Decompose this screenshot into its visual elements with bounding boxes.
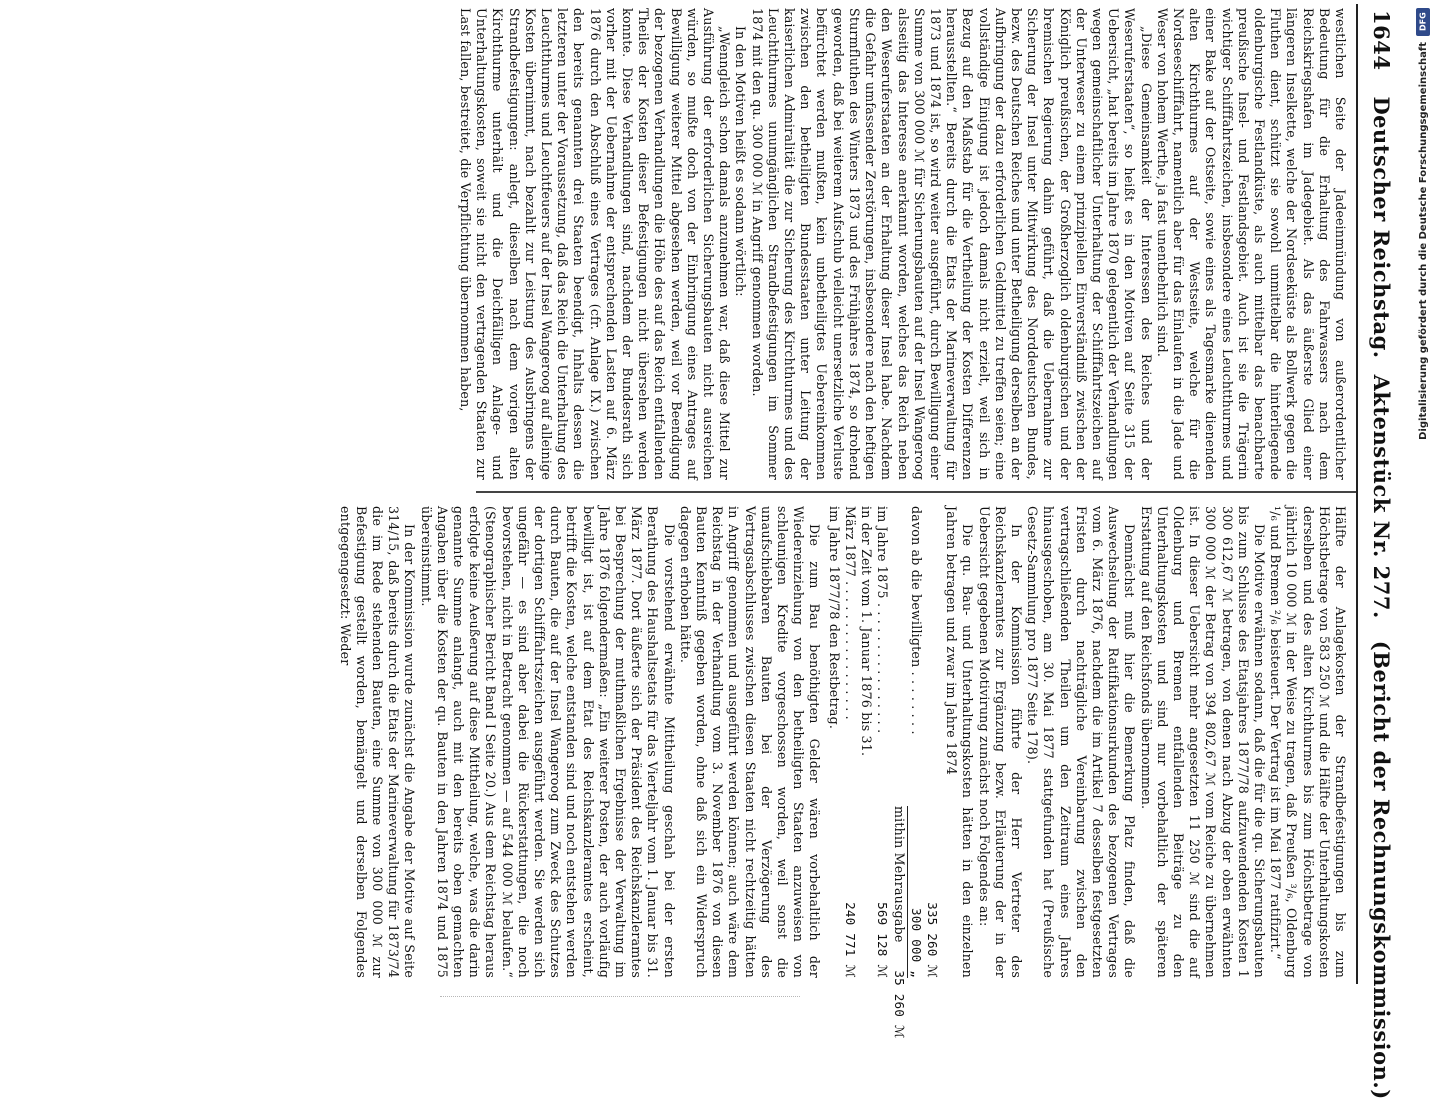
ledger-amount bbox=[858, 882, 874, 978]
paragraph: Die zum Bau benöthigten Gelder wären vorbehaltlich der Wiedereinziehung von den betheiligten Staaten anzuweisen von schleunigen Kredite vorgeschossen worden, weil sonst die unaufschiebbaren Bauten bei der Verzögerung des Vertragsabschlusses zwischen diesen Staaten nicht rechtzeitig hätten in Angriff genommen und ausgeführt werden können; auch wäre dem Reichstag in der Verhandlung vom 3. November 1876 von diesen Bauten Kenntniß gegeben worden, ohne daß sich ein Widerspruch dagegen erhoben hätte. bbox=[677, 506, 823, 978]
ledger-amount: 300 000 „ bbox=[908, 907, 924, 978]
cost-ledger bbox=[826, 506, 940, 1039]
ledger-amount bbox=[826, 882, 842, 978]
ledger-row bbox=[858, 506, 874, 978]
paragraph: Die Motive erwähnen sodann, daß die für die qu. Sicherungsbauten bis zum Schlusse des Etatsjahres 1877/78 aufzuwendenden Kosten 1 300 612,67 ℳ betragen, von denen nach Abzug der oben erwähnten 300 000 ℳ der Betrag von 394 802,67 ℳ vom Reiche zu übernehmen ist. In dieser Uebersicht mehr angesetzten 11 250 ℳ sind die auf Oldenburg und Bremen entfallenden Beiträge zu den Unterhaltungskosten und sind nur vorbehaltlich der späteren Erstattung auf den Reichsfonds übernommen. bbox=[1138, 506, 1267, 978]
paragraph: In der Kommission wurde zunächst die Angabe der Motive auf Seite 314/15, daß bereits durch die Etats der Marineverwaltung für 1873/74 die im Rede stehenden Bauten, eine Summe von 300 000 ℳ zur Befestigung gestellt worden, bemängelt und derselben Folgendes entgegengesetzt: Weder bbox=[337, 506, 418, 978]
paragraph: „Diese Gemeinsamkeit der Interessen des Reiches und der Weseruferstaaten“, so heißt es in den Motiven auf Seite 315 der Uebersicht, „hat bereits im Jahre 1870 gelegentlich der Verhandlungen wegen gemeinschaftlicher Unterhaltung der Schifffahrtszeichen auf der Unterweser zu einem prinzipiellen Einverständniß zwischen der Königlich preußischen, der Großherzoglich oldenburgischen und der bremischen Regierung dahin geführt, daß die Uebernahme zur Sicherung der Insel unter Mitwirkung des Norddeutschen Bundes, bezw. des Deutschen Reiches und unter Betheiligung derselben an der Aufbringung der dazu erforderlichen Geldmittel zu treffen seien; eine vollständige Einigung ist jedoch damals nicht erzielt, weil sich in Bezug auf den Maßstab für die Vertheilung der Kosten Differenzen herausstellten.“ Bereits durch die Etats der Marineverwaltung für 1873 und 1874 ist, so wird weiter ausgeführt, durch Bewilligung einer Summe von 300 000 ℳ für Sicherungsbauten auf der Insel Wangeroog alsseitig das Interesse anerkannt worden, welches das Reich neben den Weseruferstaaten an der Erhaltung dieser Insel habe. Nachdem die Gefahr umfassender Zerstörungen, insbesondere nach den heftigen Sturmfluthen des Winters 1873 und des Frühjahres 1874, so drohend geworden, daß bei weiterem Aufschub vielleicht unersetzliche Verluste befürchtet werden mußten, kein unbetheiligtes Uebereinkommen zwischen den betheiligten Bundesstaaten unter Leitung der kaiserlichen Admiralität die zur Sicherung des Kirchthurmes und des Leuchtthurmes unumgänglichen Strandbefestigungen im Sommer 1874 mit den qu. 300 000 ℳ in Angriff genommen worden. bbox=[749, 8, 1154, 480]
ledger-row bbox=[908, 506, 924, 978]
ledger-row bbox=[890, 806, 907, 1039]
funding-notice: Digitalisierung gefördert durch die Deutsche Forschungsgemeinschaft bbox=[1417, 42, 1429, 440]
header-rule bbox=[1356, 4, 1358, 984]
paragraph: „Wenngleich schon damals anzunehmen war, daß diese Mittel zur Ausführung der erforderlichen Sicherungsbauten nicht ausreichen würden, so mußte doch von der Einbringung eines Antrages auf Bewilligung weiterer Mittel abgesehen werden, weil vor Beendigung der bezogenen Verhandlungen die Höhe des auf das Reich entfallenden Theiles der Kosten dieser Befestigungen nicht übersehen werden konnte. Diese Verhandlungen sind, nachdem der Bundesrath sich vorher mit der Uebernahme der entsprechenden Lasten auf 6. März 1876 durch den Abschluß eines Vertrages (cfr. Anlage IX.) zwischen den bereits genannten drei Staaten beendigt, Inhalts dessen die letzteren unter der Voraussetzung, daß das Reich die Unterhaltung des Leuchtthurmes und Leuchtfeuers auf der Insel Wangeroog auf alleinige Kosten übernimmt, nach bezahlt zur Leistung des Ausbringens der Strandbefestigungen: anlegt, dieselben nach dem vorigen alten Kirchthurme unterhält und die Deichfälligen Anlage- und Unterhaltungskosten, soweit sie nicht den vertragenden Staaten zur Last fallen, bestreitet, die Verpflichtung übernommen haben, bbox=[458, 8, 733, 480]
paragraph: westlichen Seite der Jadeeinmündung von außerordentlicher Bedeutung für die Erhaltung des Fahrwassers nach dem Reichskriegshafen im Jadegebiet. Als das äußerste Glied einer längeren Inselkette, welche der Nordseeküste als Bollwerk gegen die Fluthen dient, schützt sie sowohl unmittelbar die hinterliegende oldenburgische Festlandküste, als auch mittelbar das benachbarte preußische Insel- und Festlandsgebiet. Auch ist sie die Trägerin wichtiger Schifffahrtszeichen, insbesondere eines Leuchtthurmes und einer Bake auf der Ostseite, sowie eines als Tagesmarke dienenden alten Kirchthurmes auf der Westseite, welche für die Nordseeschifffahrt, namentlich aber für das Einlaufen in die Jade und Weser von hohem Werthe, ja fast unentbehrlich sind. bbox=[1154, 8, 1348, 480]
paragraph: In den Motiven heißt es sodann wörtlich: bbox=[733, 26, 749, 297]
paragraph: Die vorstehend erwähnte Mittheilung geschah bei der ersten Berathung des Haushaltsetats für das Vierteljahr vom 1. Januar bis 31. März 1877. Dort äußerte sich der Präsident des Reichskanzleramtes bei Besprechung der muthmaßlichen Ergebnisse der Verwaltung im Jahre 1876 folgendermaßen: „Ein weiterer Posten, der auch vorläufig bewilligt ist, ist auf dem Etat des Reichskanzleramtes erscheint, betrifft die Kosten, welche entstanden sind und noch entstehen werden durch Bauten, die auf der Insel Wangeroog zum Zweck des Schutzes der dortigen Schifffahrtszeichen ausgeführt werden. Sie werden sich ungefähr — es sind aber dabei die Rückerstattungen, die noch bevorstehen, nicht in Betracht genommen — auf 544 000 ℳ belaufen.“ (Stenographischer Bericht Band I Seite 20.) Aus dem Reichstag heraus erfolgte keine Aeußerung auf diese Mittheilung, welche, was die darin genannte Summe anlangt, auch mit den bereits oben gemachten Angaben über die Kosten der qu. Bauten in den Jahren 1874 und 1875 übereinstimmt. bbox=[418, 506, 677, 978]
section-title: (Bericht der Rechnungskommission.) bbox=[1369, 640, 1394, 1100]
journal-title: Deutscher Reichstag. bbox=[1369, 96, 1394, 359]
column-divider bbox=[476, 491, 1356, 493]
ledger-row bbox=[874, 506, 890, 978]
paragraph: Hälfte der Anlagekosten der Strandbefestigungen bis zum Höchstbetrage von 583 250 ℳ und die Hälfte der Unterhaltungskosten derselben und des alten Kirchthurmes bis zum Höchstbetrage von jährlich 10 000 ℳ in der Weise zu tragen, daß Preußen ³/₆, Oldenburg ¹/₆ und Bremen ²/₆ beisteuert. Der Vertrag ist im Mai 1877 ratifizirt.“ bbox=[1268, 506, 1348, 978]
paragraph: Demnächst muß hier die Bemerkung Platz finden, daß die Auswechselung der Ratifikationsurkunden des bezogenen Vertrages vom 6. März 1876, nachdem die im Artikel 7 desselben festgesetzten Fristen durch nachträgliche Vereinbarung zwischen den vertragschließenden Theilen um den Zeitraum eines Jahres hinausgeschoben, am 30. Mai 1877 stattgefunden hat (Preußische Gesetz-Sammlung pro 1877 Seite 178). bbox=[1025, 506, 1138, 978]
ledger-row bbox=[924, 506, 940, 978]
scan-artifact bbox=[440, 988, 800, 997]
page-header bbox=[1364, 10, 1394, 1100]
document-number: Aktenstück Nr. 277. bbox=[1369, 374, 1394, 619]
ledger-label: davon ab die bewilligten . . . . . . . . bbox=[908, 506, 924, 735]
right-column bbox=[336, 506, 1348, 1039]
ledger-label: März 1877 . . . . . . . . . . . . . . . . . bbox=[842, 506, 858, 720]
ledger-row bbox=[826, 506, 842, 978]
ledger-label: in der Zeit vom 1. Januar 1876 bis 31. bbox=[859, 506, 875, 757]
attribution-strip bbox=[1416, 8, 1430, 698]
ledger-label: im Jahre 1877/78 den Restbetrag. bbox=[826, 506, 842, 730]
ledger-amount: 569 128 ℳ bbox=[875, 902, 891, 978]
ledger-label: mithin Mehrausgabe bbox=[891, 806, 907, 943]
ledger-amount: 35 260 ℳ bbox=[891, 970, 907, 1039]
paragraph: Die qu. Bau- und Unterhaltungskosten hätten in den einzelnen Jahren betragen und zwar im Jahre 1874 bbox=[944, 506, 976, 978]
ledger-row bbox=[842, 506, 858, 978]
left-column bbox=[457, 8, 1348, 480]
page-number: 1644 bbox=[1369, 10, 1394, 71]
dfg-logo-icon: DFG bbox=[1416, 8, 1430, 36]
paragraph: In der Kommission führte der Herr Vertreter des Reichskanzleramtes zur Ergänzung bezw. Erläuterung der in der Uebersicht gegebenen Motivirung zunächst noch Folgendes an: bbox=[976, 506, 1024, 978]
ledger-label: im Jahre 1875 . . . . . . . . . . . . . . . . bbox=[875, 506, 891, 734]
ledger-amount: 335 260 ℳ bbox=[924, 902, 940, 978]
ledger-amount: 240 771 ℳ bbox=[842, 902, 858, 978]
